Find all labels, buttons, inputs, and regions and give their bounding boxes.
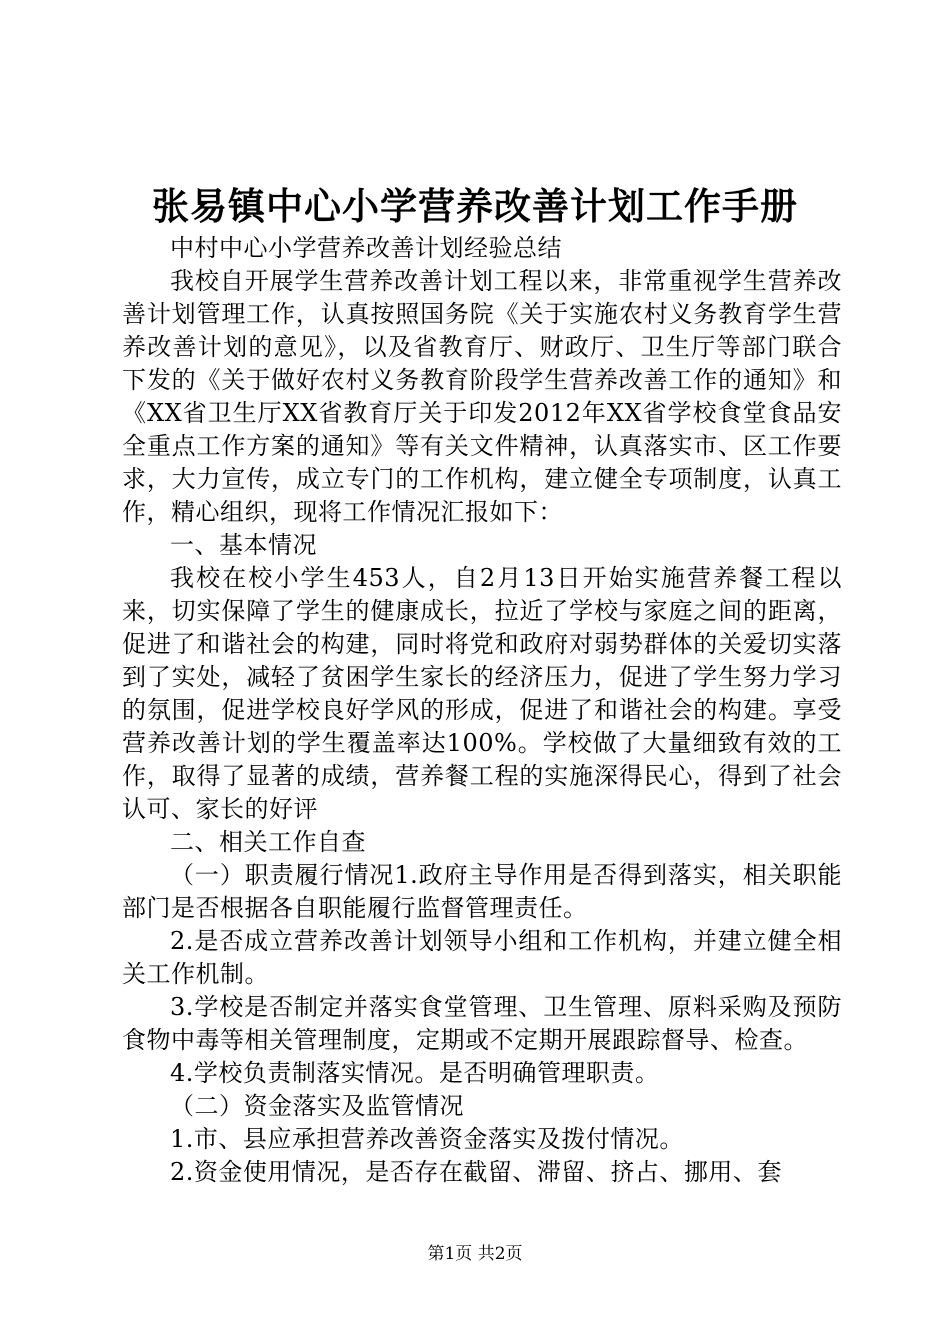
list-item-4: 4.学校负责制落实情况。是否明确管理职责。 — [170, 1059, 660, 1087]
basic-situation-paragraph: 我校在校小学生453人，自2月13日开始实施营养餐工程以来，切实保障了学生的健康成长，拉近了学校与家庭之间的距离，促进了和谐社会的构建，同时将党和政府对弱势群体的关爱切实落到了实处，减轻了贫困学生家长的经济压力，促进了学生努力学习的氛围，促进学校良好学风的形成，促进了和谐社会的构建。享受营养改善计划的学生覆盖率达100%。学校做了大量细致有效的工作，取得了显著的成绩，营养餐工程的实施深得民心，得到了社会认可、家长的好评 — [122, 564, 842, 823]
section-heading-self-check: 二、相关工作自查 — [170, 828, 366, 856]
duty-paragraph: （一）职责履行情况1.政府主导作用是否得到落实，相关职能部门是否根据各自职能履行监督管理责任。 — [122, 861, 842, 922]
funds-item-1: 1.市、县应承担营养改善资金落实及拨付情况。 — [170, 1125, 684, 1153]
intro-paragraph: 我校自开展学生营养改善计划工程以来，非常重视学生营养改善计划管理工作，认真按照国务院《关于实施农村义务教育学生营养改善计划的意见》，以及省教育厅、财政厅、卫生厅等部门联合下发的《关于做好农村义务教育阶段学生营养改善工作的通知》和《XX省卫生厅XX省教育厅关于印发2012年XX省学校食堂食品安全重点工作方案的通知》等有关文件精神，认真落实市、区工作要求，大力宣传，成立专门的工作机构，建立健全专项制度，认真工作，精心组织，现将工作情况汇报如下： — [122, 267, 842, 526]
section-heading-basic: 一、基本情况 — [170, 531, 317, 559]
subtitle-paragraph: 中村中心小学营养改善计划经验总结 — [170, 234, 562, 262]
document-title: 张易镇中心小学营养改善计划工作手册 — [152, 184, 798, 228]
document-body — [122, 232, 842, 1189]
funds-item-2: 2.资金使用情况，是否存在截留、滞留、挤占、挪用、套 — [170, 1158, 782, 1186]
page-footer — [0, 1242, 950, 1266]
page-number-label: 第1页 共2页 — [427, 1244, 523, 1264]
list-item-3: 3.学校是否制定并落实食堂管理、卫生管理、原料采购及预防食物中毒等相关管理制度，定期或不定期开展跟踪督导、检查。 — [122, 993, 842, 1054]
list-item-2: 2.是否成立营养改善计划领导小组和工作机构，并建立健全相关工作机制。 — [122, 927, 842, 988]
subsection-heading-funds: （二）资金落实及监管情况 — [170, 1092, 464, 1120]
